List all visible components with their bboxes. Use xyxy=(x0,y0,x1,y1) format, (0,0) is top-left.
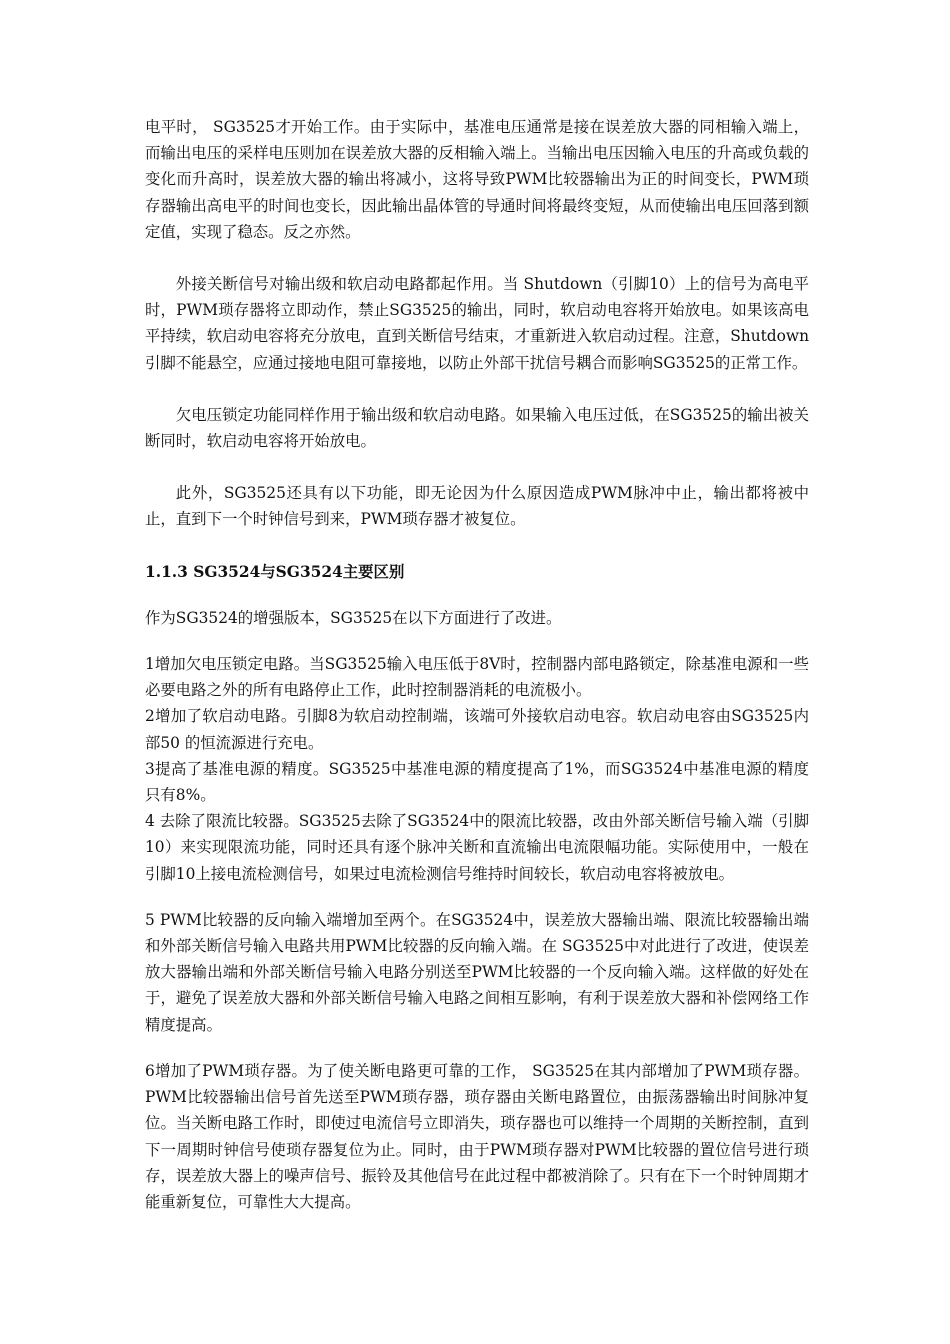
paragraph-pwm-reset: 此外，SG3525还具有以下功能，即无论因为什么原因造成PWM脉冲中止，输出都将被中止，直到下一个时钟信号到来，PWM琐存器才被复位。 xyxy=(145,484,809,529)
paragraph-undervoltage: 欠电压锁定功能同样作用于输出级和软启动电路。如果输入电压过低，在SG3525的输出被关断同时，软启动电容将开始放电。 xyxy=(145,405,809,451)
paragraph-regulation: 电平时， SG3525才开始工作。由于实际中，基准电压通常是接在误差放大器的同相输入端上，而输出电压的采样电压则加在误差放大器的反相输入端上。当输出电压因输入电压的升高或负载的变化而升高时，误差放大器的输出将减小，这将导致PWM比较器输出为正的时间变长，PWM琐存器输出高电平的时间也变长，因此输出晶体管的导通时间将最终变短，从而使输出电压回落到额定值，实现了稳态。反之亦然。 xyxy=(145,118,809,241)
list-item-2: 2增加了软启动电路。引脚8为软启动控制端，该端可外接软启动电容。软启动电容由SG3525内部50 的恒流源进行充电。 xyxy=(145,707,809,752)
list-item-3: 3提高了基准电源的精度。SG3525中基准电源的精度提高了1%，而SG3524中基准电源的精度只有8%。 xyxy=(145,759,809,805)
list-item-1: 1增加欠电压锁定电路。当SG3525输入电压低于8V时，控制器内部电路锁定，除基准电源和一些必要电路之外的所有电路停止工作，此时控制器消耗的电流极小。 xyxy=(145,655,809,700)
list-item-5: 5 PWM比较器的反向输入端增加至两个。在SG3524中，误差放大器输出端、限流比较器输出端和外部关断信号输入电路共用PWM比较器的反向输入端。在 SG3525中对此进行了改进，使误差放大器输出端和外部关断信号输入电路分别送至PWM比较器的一个反向输入端。这样做的好处在于，避免了误差放大器和外部关断信号输入电路之间相互影响，有利于误差放大器和补偿网络工作精度提高。 xyxy=(145,910,809,1034)
section-heading: 1.1.3 SG3524与SG3524主要区别 xyxy=(145,562,405,581)
document-page xyxy=(145,114,809,1215)
list-item-6: 6增加了PWM琐存器。为了使关断电路更可靠的工作， SG3525在其内部增加了PWM琐存器。PWM比较器输出信号首先送至PWM琐存器，琐存器由关断电路置位，由振荡器输出时间脉冲复位。当关断电路工作时，即使过电流信号立即消失，琐存器也可以维持一个周期的关断控制，直到下一周期时钟信号使琐存器复位为止。同时，由于PWM琐存器对PWM比较器的置位信号进行琐存，误差放大器上的噪声信号、振铃及其他信号在此过程中都被消除了。只有在下一个时钟周期才能重新复位，可靠性大大提高。 xyxy=(145,1061,809,1211)
paragraph-shutdown: 外接关断信号对输出级和软启动电路都起作用。当 Shutdown（引脚10）上的信号为高电平时，PWM琐存器将立即动作，禁止SG3525的输出，同时，软启动电容将开始放电。如果该高电平持续，软启动电容将充分放电，直到关断信号结束，才重新进入软启动过程。注意，Shutdown引脚不能悬空，应通过接地电阻可靠接地，以防止外部干扰信号耦合而影响SG3525的正常工作。 xyxy=(145,275,809,372)
section-intro: 作为SG3524的增强版本，SG3525在以下方面进行了改进。 xyxy=(145,608,562,627)
list-item-4: 4 去除了限流比较器。SG3525去除了SG3524中的限流比较器，改由外部关断信号输入端（引脚10）来实现限流功能，同时还具有逐个脉冲关断和直流输出电流限幅功能。实际使用中，一般在引脚10上接电流检测信号，如果过电流检测信号维持时间较长，软启动电容将被放电。 xyxy=(145,812,809,883)
